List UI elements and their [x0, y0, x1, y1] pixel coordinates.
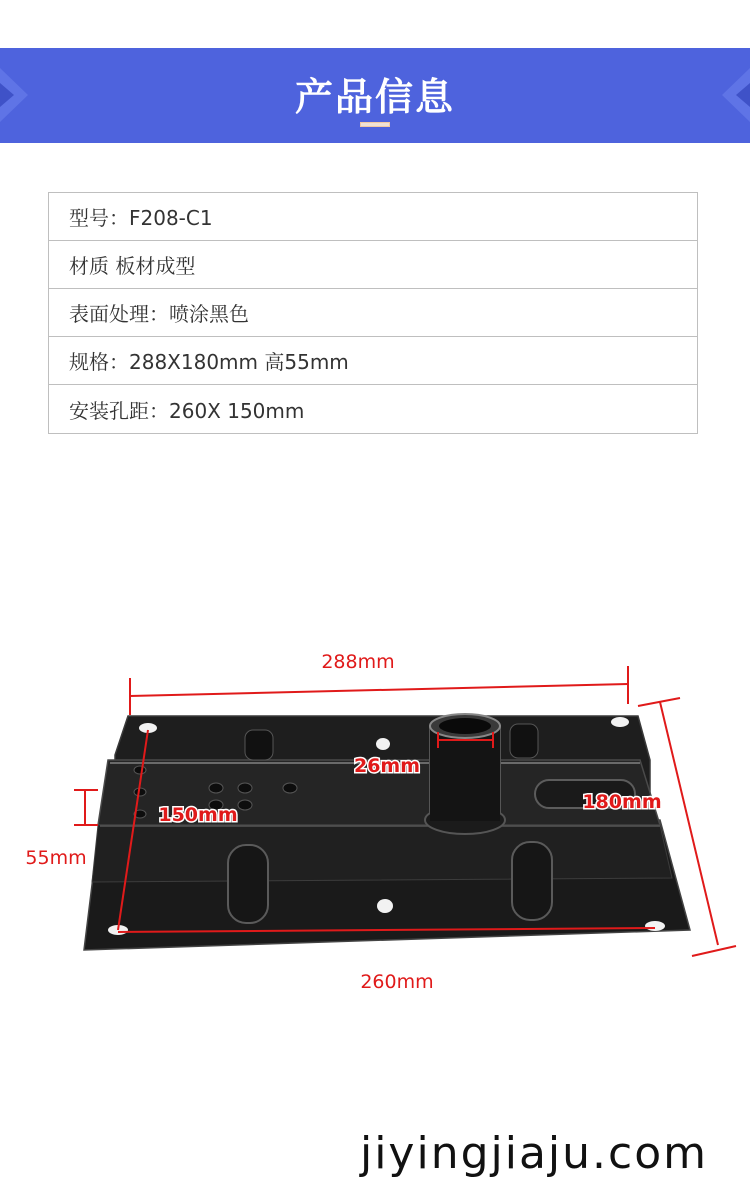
spec-row-material: 材质 板材成型	[49, 241, 697, 289]
corner-hole	[611, 717, 629, 727]
title-underline	[360, 122, 390, 127]
slot	[510, 724, 538, 758]
product-dimension-drawing	[0, 620, 750, 1040]
dim-label-26: 26mm	[353, 755, 421, 777]
dim-label-55: 55mm	[25, 847, 87, 869]
spec-row-finish: 表面处理：喷涂黑色	[49, 289, 697, 337]
corner-hole	[645, 921, 665, 931]
slot	[245, 730, 273, 760]
header-banner	[0, 48, 750, 143]
spec-row-hole-spacing: 安装孔距：260X 150mm	[69, 398, 305, 423]
dim-label-180: 180mm	[582, 791, 662, 813]
channel-face	[92, 825, 672, 882]
spec-row-model: 型号：F208-C1	[49, 193, 697, 241]
mount-hole	[377, 899, 393, 913]
spec-row-size: 规格：288X180mm 高55mm	[49, 337, 697, 385]
dim-label-150: 150mm	[158, 804, 238, 826]
site-watermark: jiyingjiaju.com	[359, 1128, 708, 1179]
dim-label-288: 288mm	[321, 651, 395, 673]
slot	[512, 842, 552, 920]
mount-hole	[376, 738, 390, 750]
page-title: 产品信息	[294, 75, 455, 119]
slot	[228, 845, 268, 923]
spec-table	[48, 192, 698, 434]
dim-label-260: 260mm	[360, 971, 434, 993]
